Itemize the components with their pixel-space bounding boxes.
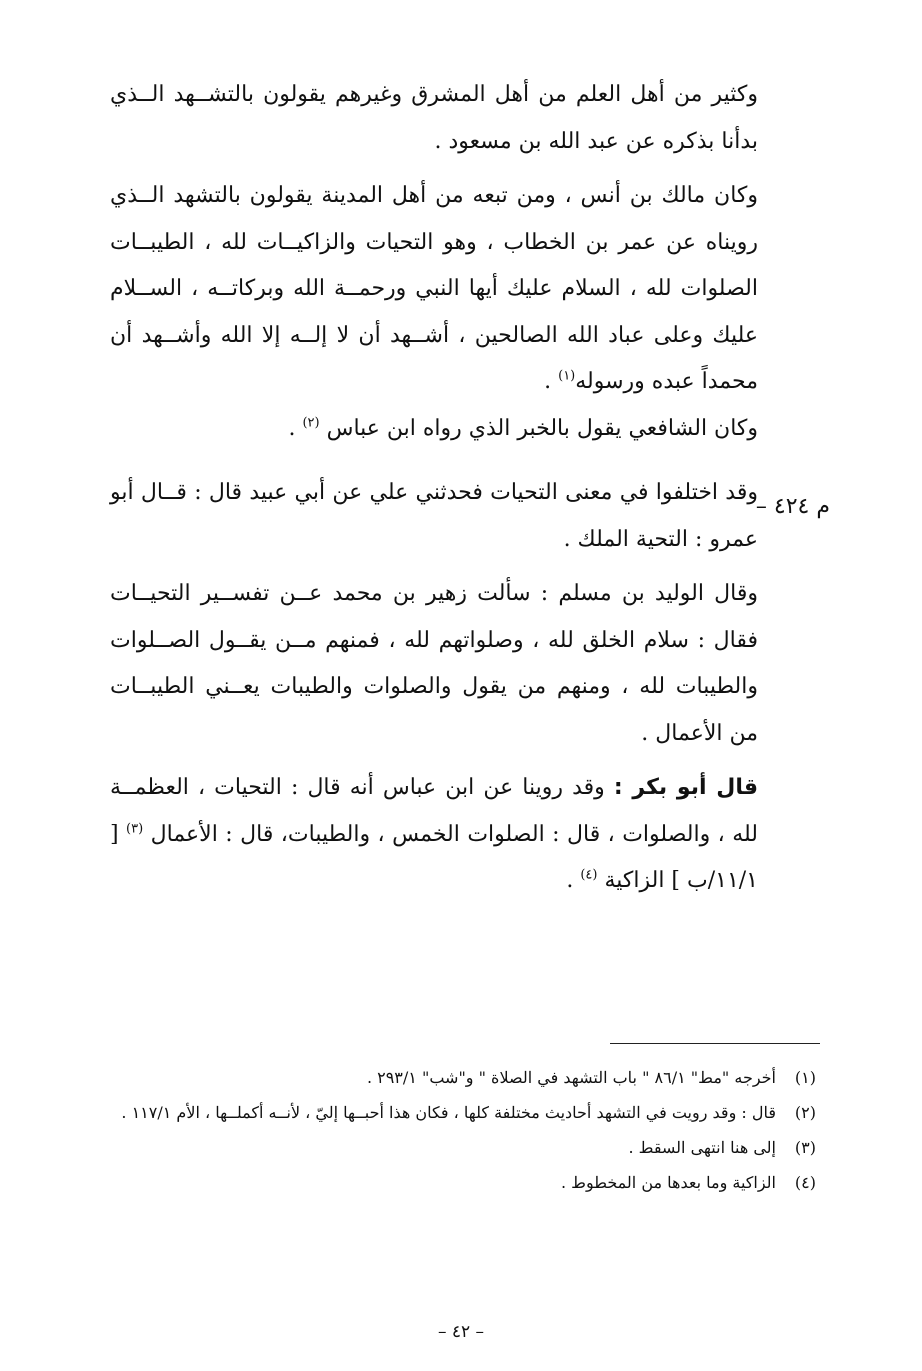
abu-bakr-heading: قال أبو بكر :: [613, 775, 758, 800]
paragraph-2-end: .: [544, 369, 559, 394]
paragraph-5: [110, 571, 758, 757]
footnote-separator: [610, 1043, 820, 1044]
footnote-2-number: (٢): [794, 1103, 816, 1122]
paragraph-2: [110, 173, 758, 406]
footnote-ref-4[interactable]: (٤): [580, 867, 598, 883]
footnote-1: [110, 1060, 816, 1095]
footnote-3: [110, 1130, 816, 1165]
footnote-3-text: إلى هنا انتهى السقط .: [628, 1138, 776, 1157]
footnote-4-number: (٤): [794, 1173, 816, 1192]
footnote-2: [110, 1095, 816, 1130]
footnote-4-text: الزاكية وما بعدها من المخطوط .: [560, 1173, 776, 1192]
footnote-ref-1[interactable]: (١): [558, 368, 576, 384]
paragraph-6-text: وقد روينا عن ابن عباس أنه قال : التحيات ، العظمــة لله ، والصلوات ، قال : الصلوات الخمس ، والطيبات، قال : الأعمال: [110, 775, 759, 847]
footnote-1-text: أخرجه "مط" ٨٦/١ " باب التشهد في الصلاة " و"شب" ٢٩٣/١ .: [366, 1068, 776, 1087]
page-number: – ٤٢ –: [437, 1322, 485, 1342]
paragraph-3-text: وكان الشافعي يقول بالخبر الذي رواه ابن عباس: [326, 415, 758, 441]
paragraph-4-text: وقد اختلفوا في معنى التحيات فحدثني علي عن أبي عبيد قال : قــال أبو عمرو : التحية الملك .: [110, 480, 758, 552]
paragraph-5-text: وقال الوليد بن مسلم : سألت زهير بن محمد عــن تفســير التحيــات فقال : سلام الخلق لله ، وصلواتهم لله ، فمنهم مــن يقــول الصــلوات والطيبات لله ، ومنهم من يقول والصلوات والطيبات يعــني الطيبــات من الأعمال .: [110, 581, 758, 746]
paragraph-6-end: .: [566, 868, 581, 893]
footnotes: [110, 1060, 816, 1200]
manuscript-ref: [ ١١/١/ب ] الزاكية: [110, 821, 758, 893]
footnote-ref-3[interactable]: (٣): [126, 821, 144, 837]
footnote-3-number: (٣): [794, 1138, 816, 1157]
footnote-1-number: (١): [794, 1068, 816, 1087]
paragraph-3-end: .: [288, 415, 303, 441]
paragraph-1: [110, 72, 758, 165]
paragraph-6: [110, 765, 758, 905]
main-text: [110, 72, 758, 905]
paragraph-4: [110, 470, 758, 563]
document-page: وكثير من أهل العلم من أهل المشرق وغيرهم يقولون بالتشــهد الــذي بدأنا بذكره عن عبد الله بن مسعود . وكان مالك بن أنس ، ومن تبعه من أهل المدينة يقولون بالتشهد الــذي رويناه عن عمر بن الخطاب ، وهو التحيات والزاكيــات لله ، الطيبــات الصلوات لله ، السلام عليك أيها النبي ورحمــة الله وبركاتــه ، الســلام عليك وعلى عباد الله الصالحين ، أشــهد أن لا إلــه إلا الله وأشــهد أن محمداً عبده ورسوله$^{(١)}$ . وكان الشافعي يقول بالخبر الذي رواه ابن عباس $^{(٢)}$ . وقد اختلفوا في معنى التحيات فحدثني علي عن أبي عبيد قال : قــال أبو عمرو : التحية الملك . وقال الوليد بن مسلم : سألت زهير بن محمد عــن تفســير التحيــات فقال : سلام الخلق لله ، وصلواتهم لله ، فمنهم مــن يقــول الصــلوات والطيبات لله ، ومنهم من يقول والصلوات والطيبات يعــني الطيبــات من الأعمال . قال أبو بكر : وقد روينا عن ابن عباس أنه قال : التحيات ، العظمــة لله ، والصلوات ، قال : الصلوات الخمس ، والطيبات، قال : الأعمال $^{(٣)}$ [ ١١/١/ب ] الزاكية $^{(٤)}$ . م ٤٢٤ – (١) أخرجه "مط" ٨٦/١ " باب التشهد في الصلاة " و"شب" ٢٩٣/١ . (٢) قال : وقد رويت في التشهد أحاديث مختلفة كلها ، فكان هذا أحبــها إليّ ، لأنــه أكملــها ، الأم ١١٧/١ . (٣) إلى هنا انتهى السقط . (٤) الزاكية وما بعدها من المخطوط . – ٤٢ –: [0, 0, 922, 1371]
footnote-2-text: قال : وقد رويت في التشهد أحاديث مختلفة كلها ، فكان هذا أحبــها إليّ ، لأنــه أكملــها ، الأم ١١٧/١ .: [121, 1103, 776, 1122]
footnote-4: [110, 1165, 816, 1200]
footnote-ref-2[interactable]: (٢): [302, 415, 320, 431]
paragraph-2-text: وكان مالك بن أنس ، ومن تبعه من أهل المدينة يقولون بالتشهد الــذي رويناه عن عمر بن الخطاب ، وهو التحيات والزاكيــات لله ، الطيبــات الصلوات لله ، السلام عليك أيها النبي ورحمــة الله وبركاتــه ، الســلام عليك وعلى عباد الله الصالحين ، أشــهد أن لا إلــه إلا الله وأشــهد أن محمداً عبده ورسوله: [110, 183, 758, 394]
paragraph-3: [110, 406, 758, 453]
paragraph-1-text: وكثير من أهل العلم من أهل المشرق وغيرهم يقولون بالتشــهد الــذي بدأنا بذكره عن عبد الله بن مسعود .: [110, 82, 758, 154]
